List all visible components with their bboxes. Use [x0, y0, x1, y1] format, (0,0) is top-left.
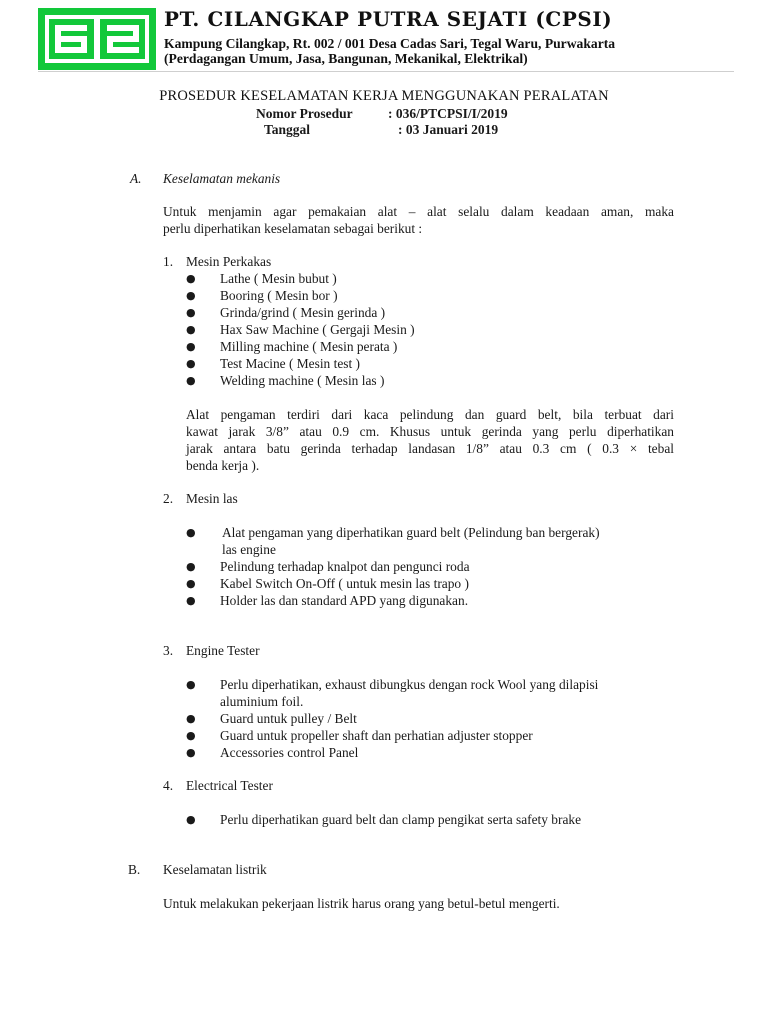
list-item: Holder las dan standard APD yang digunakan. [220, 593, 469, 608]
subsection-number: 1. [163, 254, 174, 269]
bullet-icon: ● [186, 746, 196, 759]
list-item: Guard untuk pulley / Belt [220, 711, 357, 726]
list-item: Test Macine ( Mesin test ) [220, 356, 360, 371]
paragraph-line: kawat jarak 3/8” atau 0.9 cm. Khusus untuk gerinda yang perlu diperhatikan [186, 424, 674, 439]
list-item: Accessories control Panel [220, 745, 359, 760]
company-name: PT. CILANGKAP PUTRA SEJATI (CPSI) [164, 8, 613, 31]
list-item-continuation: aluminium foil. [220, 694, 304, 709]
list-item: Perlu diperhatikan, exhaust dibungkus dengan rock Wool yang dilapisi [220, 677, 599, 692]
subsection-title: Mesin las [186, 491, 238, 506]
paragraph-line: Alat pengaman terdiri dari kaca pelindung dan guard belt, bila terbuat dari [186, 407, 674, 422]
section-a-heading: Keselamatan mekanis [163, 171, 281, 186]
list-item: Welding machine ( Mesin las ) [220, 373, 385, 388]
section-a-marker: A. [130, 171, 142, 186]
section-b-text: Untuk melakukan pekerjaan listrik harus orang yang betul-betul mengerti. [163, 896, 560, 911]
paragraph-line: benda kerja ). [186, 458, 260, 473]
letterhead-divider [38, 71, 734, 72]
list-item-continuation: las engine [222, 542, 276, 557]
procedure-number-label: Nomor Prosedur [256, 106, 353, 121]
bullet-icon: ● [186, 560, 196, 573]
bullet-icon: ● [186, 813, 196, 826]
bullet-icon: ● [186, 712, 196, 725]
company-address: Kampung Cilangkap, Rt. 002 / 001 Desa Cadas Sari, Tegal Waru, Purwakarta [164, 36, 616, 51]
bullet-icon: ● [186, 729, 196, 742]
list-item: Pelindung terhadap knalpot dan pengunci roda [220, 559, 470, 574]
section-b-marker: B. [128, 862, 141, 877]
bullet-icon: ● [186, 357, 196, 370]
list-item: Kabel Switch On-Off ( untuk mesin las trapo ) [220, 576, 469, 591]
document-title: PROSEDUR KESELAMATAN KERJA MENGGUNAKAN PERALATAN [159, 88, 609, 104]
subsection-title: Mesin Perkakas [186, 254, 272, 269]
bullet-icon: ● [186, 340, 196, 353]
section-a-intro-line: Untuk menjamin agar pemakaian alat – alat selalu dalam keadaan aman, maka [163, 204, 674, 219]
bullet-icon: ● [186, 272, 196, 285]
list-item: Grinda/grind ( Mesin gerinda ) [220, 305, 386, 320]
list-item: Hax Saw Machine ( Gergaji Mesin ) [220, 322, 415, 337]
date-value: : 03 Januari 2019 [398, 122, 499, 137]
bullet-icon: ● [186, 577, 196, 590]
company-scope: (Perdagangan Umum, Jasa, Bangunan, Mekanikal, Elektrikal) [164, 51, 528, 66]
list-item: Guard untuk propeller shaft dan perhatian adjuster stopper [220, 728, 533, 743]
subsection-number: 4. [163, 778, 174, 793]
bullet-icon: ● [186, 374, 196, 387]
list-item: Milling machine ( Mesin perata ) [220, 339, 398, 354]
subsection-title: Electrical Tester [186, 778, 273, 793]
subsection-number: 3. [163, 643, 174, 658]
list-item: Alat pengaman yang diperhatikan guard belt (Pelindung ban bergerak) [222, 525, 600, 540]
procedure-number-value: : 036/PTCPSI/I/2019 [388, 106, 508, 121]
paragraph-line: jarak antara batu gerinda terhadap landasan 1/8” atau 0.3 cm ( 0.3 × tebal [186, 441, 674, 456]
subsection-title: Engine Tester [186, 643, 260, 658]
list-item: Booring ( Mesin bor ) [220, 288, 338, 303]
list-item: Perlu diperhatikan guard belt dan clamp pengikat serta safety brake [220, 812, 582, 827]
company-logo [38, 8, 156, 70]
section-a-intro-line: perlu diperhatikan keselamatan sebagai berikut : [163, 221, 423, 236]
bullet-icon: ● [186, 289, 196, 302]
bullet-icon: ● [186, 594, 196, 607]
bullet-icon: ● [186, 678, 196, 691]
bullet-icon: ● [186, 526, 196, 539]
section-b-heading: Keselamatan listrik [163, 862, 267, 877]
bullet-icon: ● [186, 323, 196, 336]
subsection-number: 2. [163, 491, 174, 506]
bullet-icon: ● [186, 306, 196, 319]
date-label: Tanggal [264, 122, 311, 137]
list-item: Lathe ( Mesin bubut ) [220, 271, 337, 286]
